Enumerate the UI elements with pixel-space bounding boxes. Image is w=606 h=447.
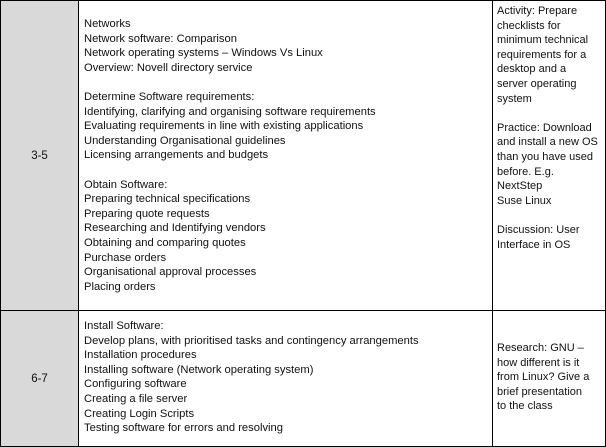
activity-line: server operating	[497, 77, 577, 90]
activities-list	[497, 341, 589, 414]
topic-heading: Obtain Software:	[84, 178, 168, 191]
week-label: 6-7	[31, 372, 48, 385]
activity-line: system	[497, 92, 532, 105]
topics-list	[84, 319, 419, 436]
topic-line: Develop plans, with prioritised tasks and contingency arrangements	[84, 334, 419, 347]
week-cell	[0, 311, 78, 447]
activity-line: brief presentation	[497, 385, 582, 398]
activity-line: to the class	[497, 400, 553, 413]
topics-cell	[78, 0, 492, 311]
activity-line: minimum technical	[497, 34, 589, 47]
table-row	[0, 311, 606, 447]
topics-cell	[78, 311, 492, 447]
activity-line: requirements for a	[497, 48, 587, 61]
activities-list	[497, 4, 598, 252]
topic-line: Configuring software	[84, 378, 187, 391]
activity-line: and install a new OS	[497, 136, 598, 149]
topic-line: Preparing technical specifications	[84, 193, 251, 206]
activity-line: before. E.g.	[497, 165, 554, 178]
activity-line: desktop and a	[497, 63, 567, 76]
activity-line: than you have used	[497, 150, 594, 163]
spacer	[84, 163, 376, 178]
activity-line: Discussion: User	[497, 223, 580, 236]
topic-line: Installing software (Network operating system)	[84, 363, 314, 376]
topic-line: Overview: Novell directory service	[84, 61, 253, 74]
topic-line: Installation procedures	[84, 349, 197, 362]
activities-cell	[492, 311, 606, 447]
topic-line: Creating Login Scripts	[84, 407, 195, 420]
topic-line: Network software: Comparison	[84, 32, 237, 45]
topic-line: Organisational approval processes	[84, 266, 257, 279]
topic-line: Evaluating requirements in line with existing applications	[84, 120, 364, 133]
activity-line: Practice: Download	[497, 121, 592, 134]
week-label: 3-5	[31, 149, 48, 162]
topic-line: Network operating systems – Windows Vs Linux	[84, 47, 323, 60]
topic-heading: Determine Software requirements:	[84, 90, 255, 103]
activity-line: Suse Linux	[497, 194, 552, 207]
activity-line: NextStep	[497, 180, 543, 193]
topic-line: Creating a file server	[84, 392, 188, 405]
topic-line: Preparing quote requests	[84, 207, 210, 220]
topic-line: Purchase orders	[84, 251, 167, 264]
topic-line: Placing orders	[84, 280, 156, 293]
activities-cell	[492, 0, 606, 311]
topic-line: Researching and Identifying vendors	[84, 222, 266, 235]
activity-line: how different is it	[497, 356, 580, 369]
activity-line: Activity: Prepare	[497, 5, 578, 17]
topic-line: Obtaining and comparing quotes	[84, 236, 246, 249]
topic-line: Networks	[84, 18, 131, 30]
topic-line: Testing software for errors and resolving	[84, 422, 283, 435]
activity-line: Interface in OS	[497, 238, 571, 251]
week-cell	[0, 0, 78, 311]
topic-line: Understanding Organisational guidelines	[84, 134, 286, 147]
topic-line: Identifying, clarifying and organising software requirements	[84, 105, 376, 118]
topic-heading: Install Software:	[84, 320, 164, 332]
activity-line: Research: GNU –	[497, 342, 584, 354]
spacer	[497, 106, 598, 121]
activity-line: from Linux? Give a	[497, 371, 590, 384]
spacer	[84, 75, 376, 90]
activity-line: checklists for	[497, 19, 561, 32]
spacer	[497, 208, 598, 223]
topic-line: Licensing arrangements and budgets	[84, 149, 269, 162]
topics-list	[84, 17, 376, 294]
